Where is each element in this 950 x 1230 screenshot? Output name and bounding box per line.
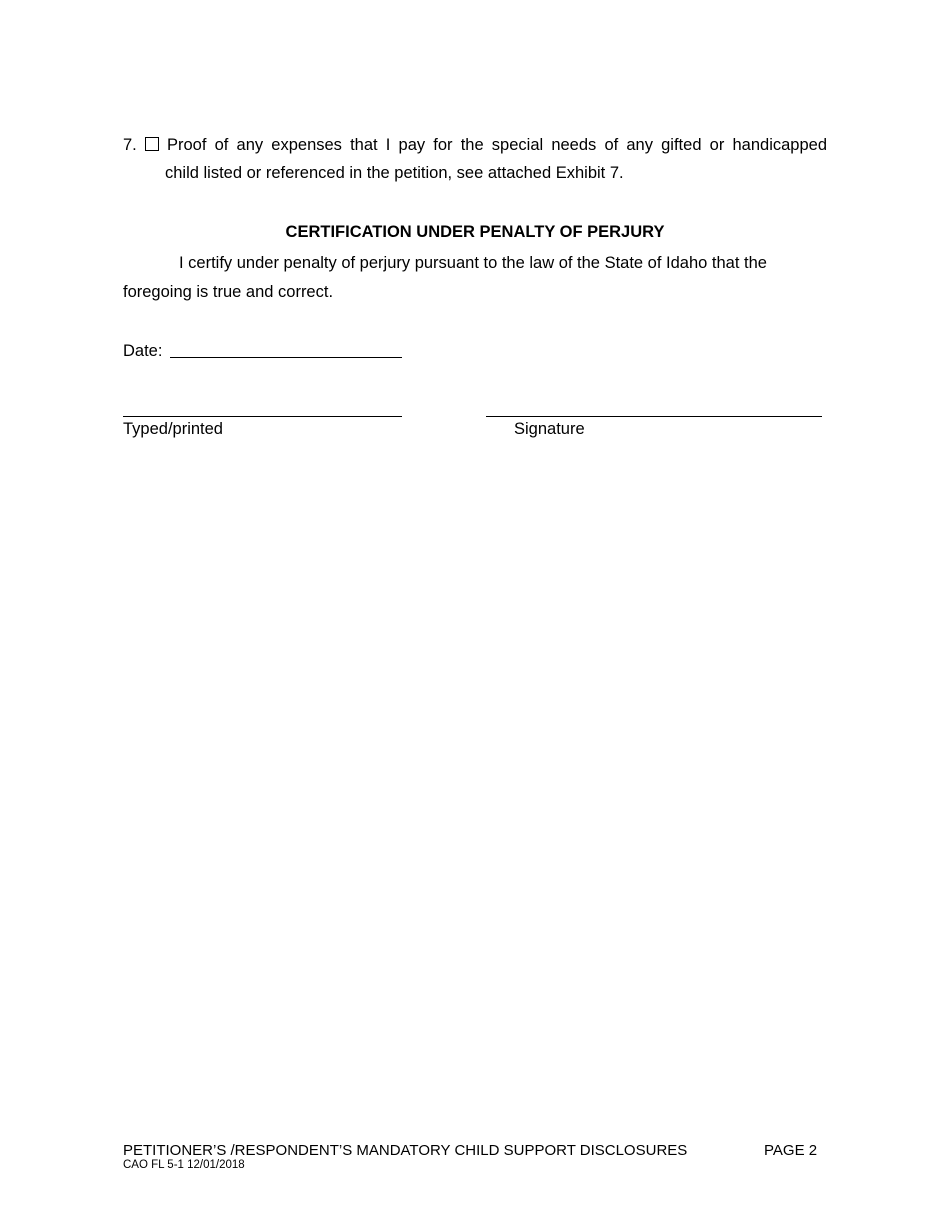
item7-text-line1: Proof of any expenses that I pay for the special needs of any gifted or handicapped — [167, 136, 827, 154]
signature-field[interactable] — [486, 416, 822, 417]
certification-heading: CERTIFICATION UNDER PENALTY OF PERJURY — [285, 223, 665, 241]
date-label: Date: — [123, 342, 163, 360]
item7-checkbox[interactable] — [145, 137, 159, 151]
footer-form-code: CAO FL 5-1 12/01/2018 — [123, 1159, 245, 1171]
typed-printed-label: Typed/printed — [123, 420, 223, 438]
date-field[interactable] — [170, 357, 402, 358]
signature-label: Signature — [514, 420, 585, 438]
item-number: 7. — [123, 136, 137, 154]
typed-printed-name-field[interactable] — [123, 416, 402, 417]
certification-text-line2: foregoing is true and correct. — [123, 283, 334, 301]
footer-title: PETITIONER’S /RESPONDENT’S MANDATORY CHILD SUPPORT DISCLOSURES — [123, 1142, 688, 1159]
certification-text-line1: I certify under penalty of perjury pursuant to the law of the State of Idaho that the — [179, 254, 767, 272]
item7-text-line2: child listed or referenced in the petition, see attached Exhibit 7. — [165, 164, 624, 182]
footer-page-number: PAGE 2 — [764, 1142, 818, 1159]
